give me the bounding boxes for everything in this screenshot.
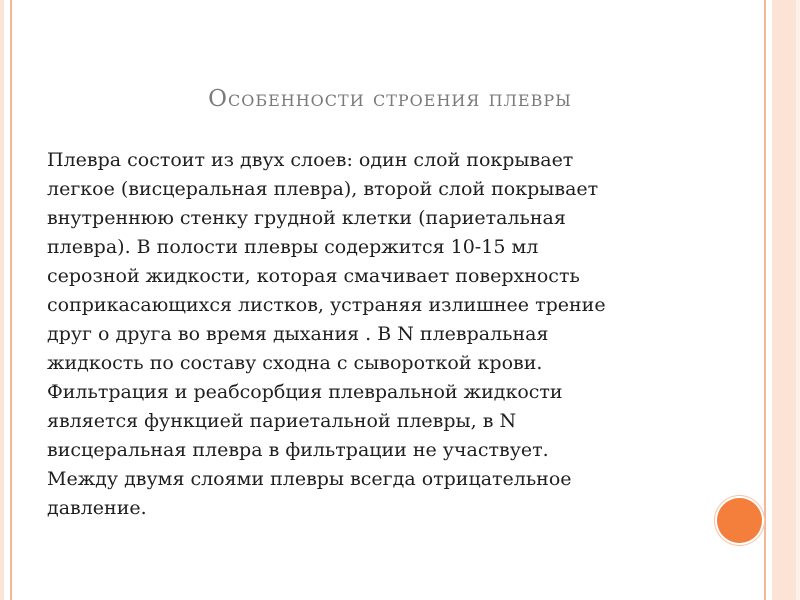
body-line: плевра). В полости плевры содержится 10-15 мл [47, 236, 539, 258]
body-line: является функцией париетальной плевры, в N [47, 410, 517, 432]
body-line: серозной жидкости, которая смачивает поверхность [47, 265, 580, 287]
body-line: Фильтрация и реабсорбция плевральной жидкости [47, 381, 563, 403]
left-border-line [10, 0, 12, 600]
right-border-line [764, 0, 766, 600]
slide-body [47, 146, 687, 523]
decorative-circle-icon [717, 498, 762, 543]
right-border-edge [796, 0, 800, 600]
body-line: друг о друга во время дыхания . В N плевральная [47, 323, 549, 345]
slide-title: Особенности строения плевры [208, 86, 572, 112]
body-line: Между двумя слоями плевры всегда отрицательное [47, 468, 572, 490]
body-line: висцеральная плевра в фильтрации не участвует. [47, 439, 549, 461]
body-line: давление. [47, 497, 147, 519]
body-line: соприкасающихся листков, устраняя излишнее трение [47, 294, 606, 316]
body-line: жидкость по составу сходна с сывороткой крови. [47, 352, 543, 374]
left-border-band [0, 0, 4, 600]
body-line: внутреннюю стенку грудной клетки (париетальная [47, 207, 566, 229]
body-line: Плевра состоит из двух слоев: один слой покрывает [47, 149, 574, 171]
body-line: легкое (висцеральная плевра), второй слой покрывает [47, 178, 599, 200]
